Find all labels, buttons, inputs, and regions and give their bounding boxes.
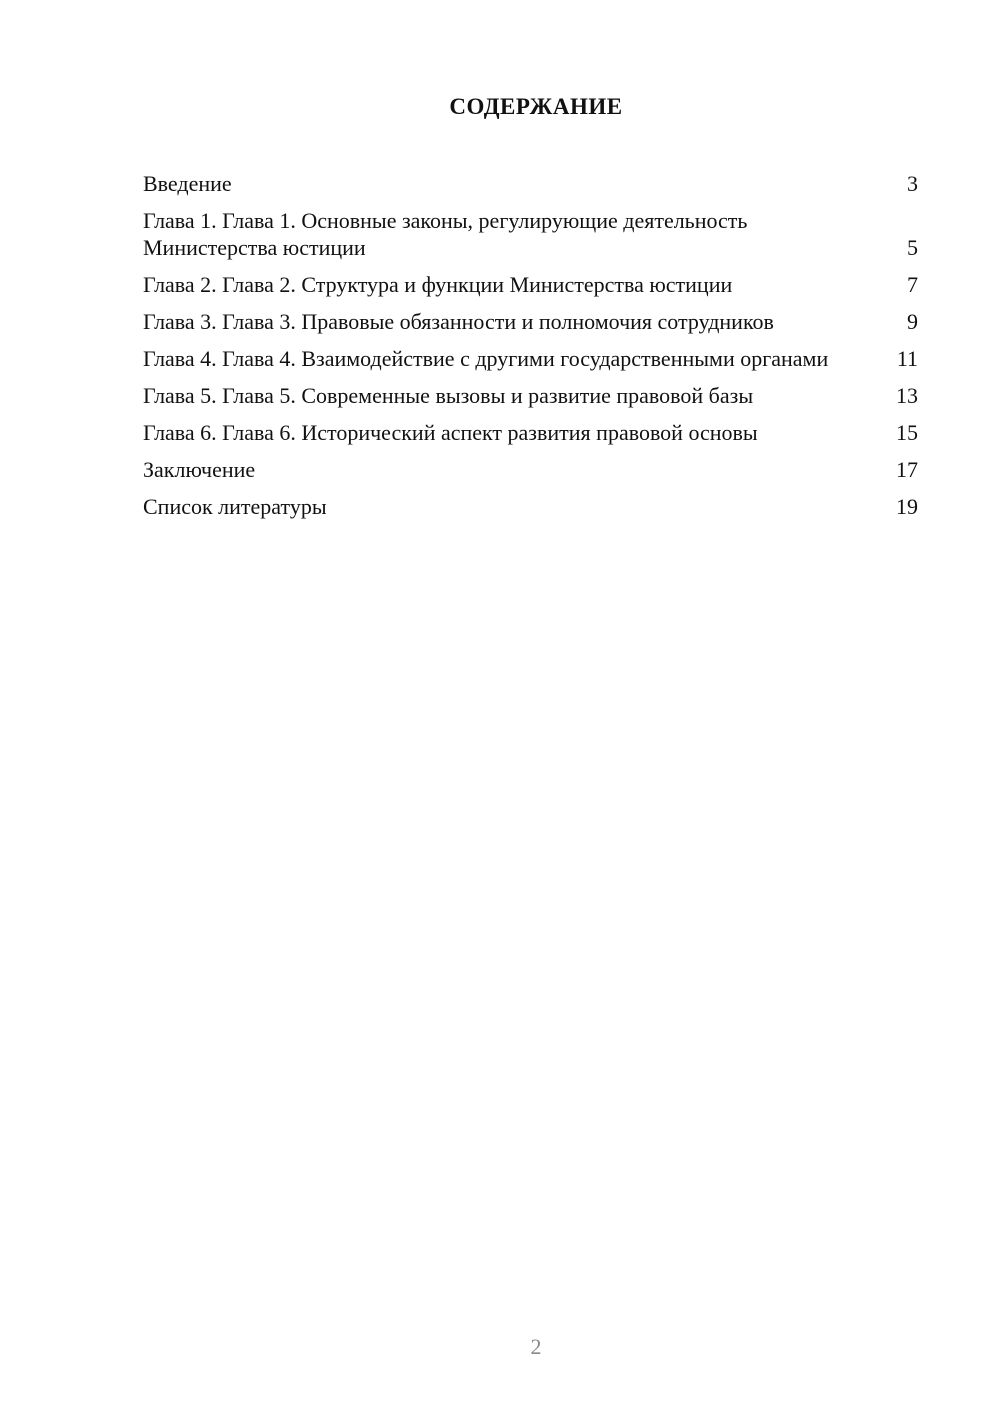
toc-entry-chapter-1[interactable] (143, 207, 918, 261)
toc-entry-page: 13 (896, 383, 918, 408)
toc-entry-page: 3 (907, 171, 918, 196)
toc-entry-text: Заключение (143, 457, 256, 482)
toc-entry-chapter-3[interactable] (143, 308, 918, 335)
toc-entry-page: 11 (896, 346, 918, 371)
toc-entry-text: Глава 3. Глава 3. Правовые обязанности и полномочия сотрудников (143, 309, 774, 334)
toc-list (143, 170, 918, 530)
toc-entry-introduction[interactable] (143, 170, 918, 197)
toc-entry-page: 9 (907, 309, 918, 334)
toc-entry-text: Глава 4. Глава 4. Взаимодействие с другими государственными органами (143, 346, 829, 371)
toc-entry-page: 7 (907, 272, 918, 297)
toc-entry-chapter-4[interactable] (143, 345, 918, 372)
toc-entry-page: 19 (896, 494, 918, 519)
toc-entry-text: Список литературы (143, 494, 327, 519)
toc-entry-text: Глава 6. Глава 6. Исторический аспект развития правовой основы (143, 420, 758, 445)
toc-entry-text: Глава 2. Глава 2. Структура и функции Министерства юстиции (143, 272, 733, 297)
toc-entry-chapter-2[interactable] (143, 271, 918, 298)
toc-entry-bibliography[interactable] (143, 493, 918, 520)
toc-entry-conclusion[interactable] (143, 456, 918, 483)
toc-entry-text: Глава 5. Глава 5. Современные вызовы и развитие правовой базы (143, 383, 754, 408)
toc-entry-text: Введение (143, 171, 232, 196)
page-number: 2 (530, 1334, 542, 1359)
toc-entry-chapter-5[interactable] (143, 382, 918, 409)
toc-entry-chapter-6[interactable] (143, 419, 918, 446)
toc-entry-page: 5 (907, 235, 918, 260)
toc-entry-text: Глава 1. Глава 1. Основные законы, регулирующие деятельность Министерства юстиции (143, 208, 748, 260)
toc-entry-page: 15 (896, 420, 918, 445)
toc-title: СОДЕРЖАНИЕ (449, 94, 623, 119)
toc-entry-page: 17 (896, 457, 918, 482)
